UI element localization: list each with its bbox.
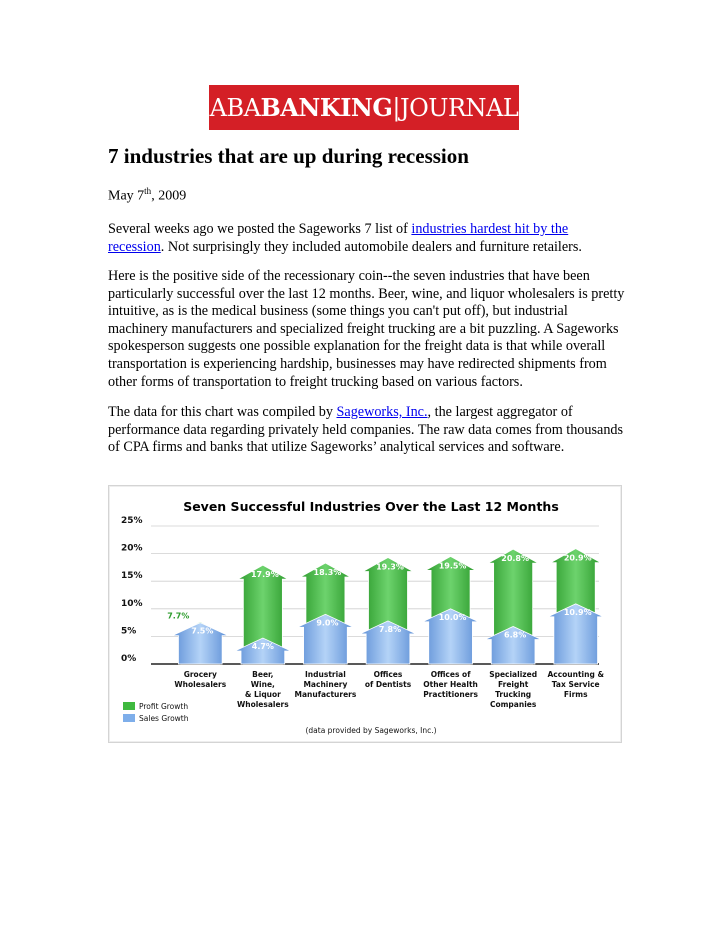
y-tick-25pct: 25%	[121, 516, 143, 526]
y-tick-15pct: 15%	[121, 571, 143, 582]
category-label-1-2: & Liquor	[244, 690, 281, 699]
journal-logo	[209, 85, 519, 130]
label-sales-0: 7.5%	[191, 626, 214, 636]
label-profit-2: 18.3%	[313, 567, 342, 577]
legend-swatch-profit	[123, 702, 135, 710]
label-sales-1: 4.7%	[251, 642, 274, 652]
category-label-5-3: Companies	[489, 700, 537, 709]
category-label-4-1: Other Health	[423, 680, 478, 689]
category-label-5-2: Trucking	[495, 690, 532, 699]
category-label-2-2: Manufacturers	[294, 690, 357, 699]
label-profit-4: 19.5%	[438, 561, 467, 571]
category-label-5-1: Freight	[497, 680, 529, 689]
category-label-1-1: Wine,	[250, 680, 275, 689]
label-sales-3: 7.8%	[378, 624, 402, 634]
logo-text: ABABANKING|JOURNAL	[209, 93, 519, 122]
industries-chart	[108, 485, 622, 743]
label-profit-0: 7.7%	[167, 611, 190, 621]
category-label-2-0: Industrial	[305, 670, 346, 679]
category-label-2-1: Machinery	[303, 680, 348, 689]
legend-label-sales: Sales Growth	[139, 714, 189, 723]
label-profit-6: 20.9%	[563, 553, 592, 563]
category-label-3-0: Offices	[373, 670, 403, 679]
label-profit-1: 17.9%	[250, 570, 279, 580]
category-label-4-2: Practitioners	[423, 690, 478, 699]
label-profit-3: 19.3%	[376, 562, 404, 572]
legend-label-profit: Profit Growth	[139, 702, 189, 711]
chart-canvas	[109, 486, 621, 742]
paragraph-intro: Several weeks ago we posted the Sageworks 7 list of industries hardest hit by the recession. Not surprisingly they included automobile dealers and furniture retailers.	[108, 221, 582, 255]
chart-legend	[123, 702, 189, 723]
chart-title: Seven Successful Industries Over the Last 12 Months	[183, 499, 559, 514]
label-sales-5: 6.8%	[504, 630, 527, 640]
label-profit-5: 20.8%	[501, 554, 530, 564]
category-label-0-0: Grocery	[183, 670, 217, 679]
label-sales-4: 10.0%	[438, 612, 467, 622]
link-sageworks[interactable]: Sageworks, Inc.	[336, 404, 428, 420]
chart-source-note: (data provided by Sageworks, Inc.)	[305, 726, 437, 735]
category-label-0-1: Wholesalers	[174, 680, 227, 689]
category-label-6-2: Firms	[563, 690, 588, 699]
category-label-3-1: of Dentists	[364, 680, 412, 689]
y-tick-0pct: 0%	[121, 654, 137, 664]
article-title: 7 industries that are up during recession	[108, 144, 469, 168]
category-label-1-0: Beer,	[252, 670, 274, 679]
label-sales-6: 10.9%	[563, 607, 592, 617]
label-sales-2: 9.0%	[316, 618, 339, 628]
link-hardest-hit-industries[interactable]: industries hardest hit by the recession	[108, 221, 569, 255]
article-date: May 7th, 2009	[108, 186, 187, 204]
paragraph-source: The data for this chart was compiled by Sageworks, Inc., the largest aggregator of performance data regarding privately held companies. The raw data comes from thousands of CPA firms and banks that utilize Sageworks’ analytical services and software.	[108, 404, 624, 456]
y-tick-20pct: 20%	[121, 543, 143, 554]
category-label-6-0: Accounting &	[547, 670, 604, 679]
category-label-4-0: Offices of	[430, 670, 471, 679]
y-tick-10pct: 10%	[121, 598, 143, 609]
legend-swatch-sales	[123, 714, 135, 722]
category-label-6-1: Tax Service	[551, 680, 600, 689]
category-label-5-0: Specialized	[489, 670, 538, 679]
y-tick-5pct: 5%	[121, 626, 137, 637]
paragraph-body: Here is the positive side of the recessionary coin--the seven industries that have been particularly successful over the last 12 months. Beer, wine, and liquor wholesalers is pretty intuitive, as is the medical business (some things you can't put off), but industrial machinery manufacturers and specialized freight trucking are a bit puzzling. A Sageworks spokesperson suggests one possible explanation for the freight data is that while overall transportation is experiencing hardship, businesses may have redirected shipments from other forms of transportation to freight trucking based on various factors.	[108, 268, 625, 390]
category-label-1-3: Wholesalers	[236, 700, 289, 709]
